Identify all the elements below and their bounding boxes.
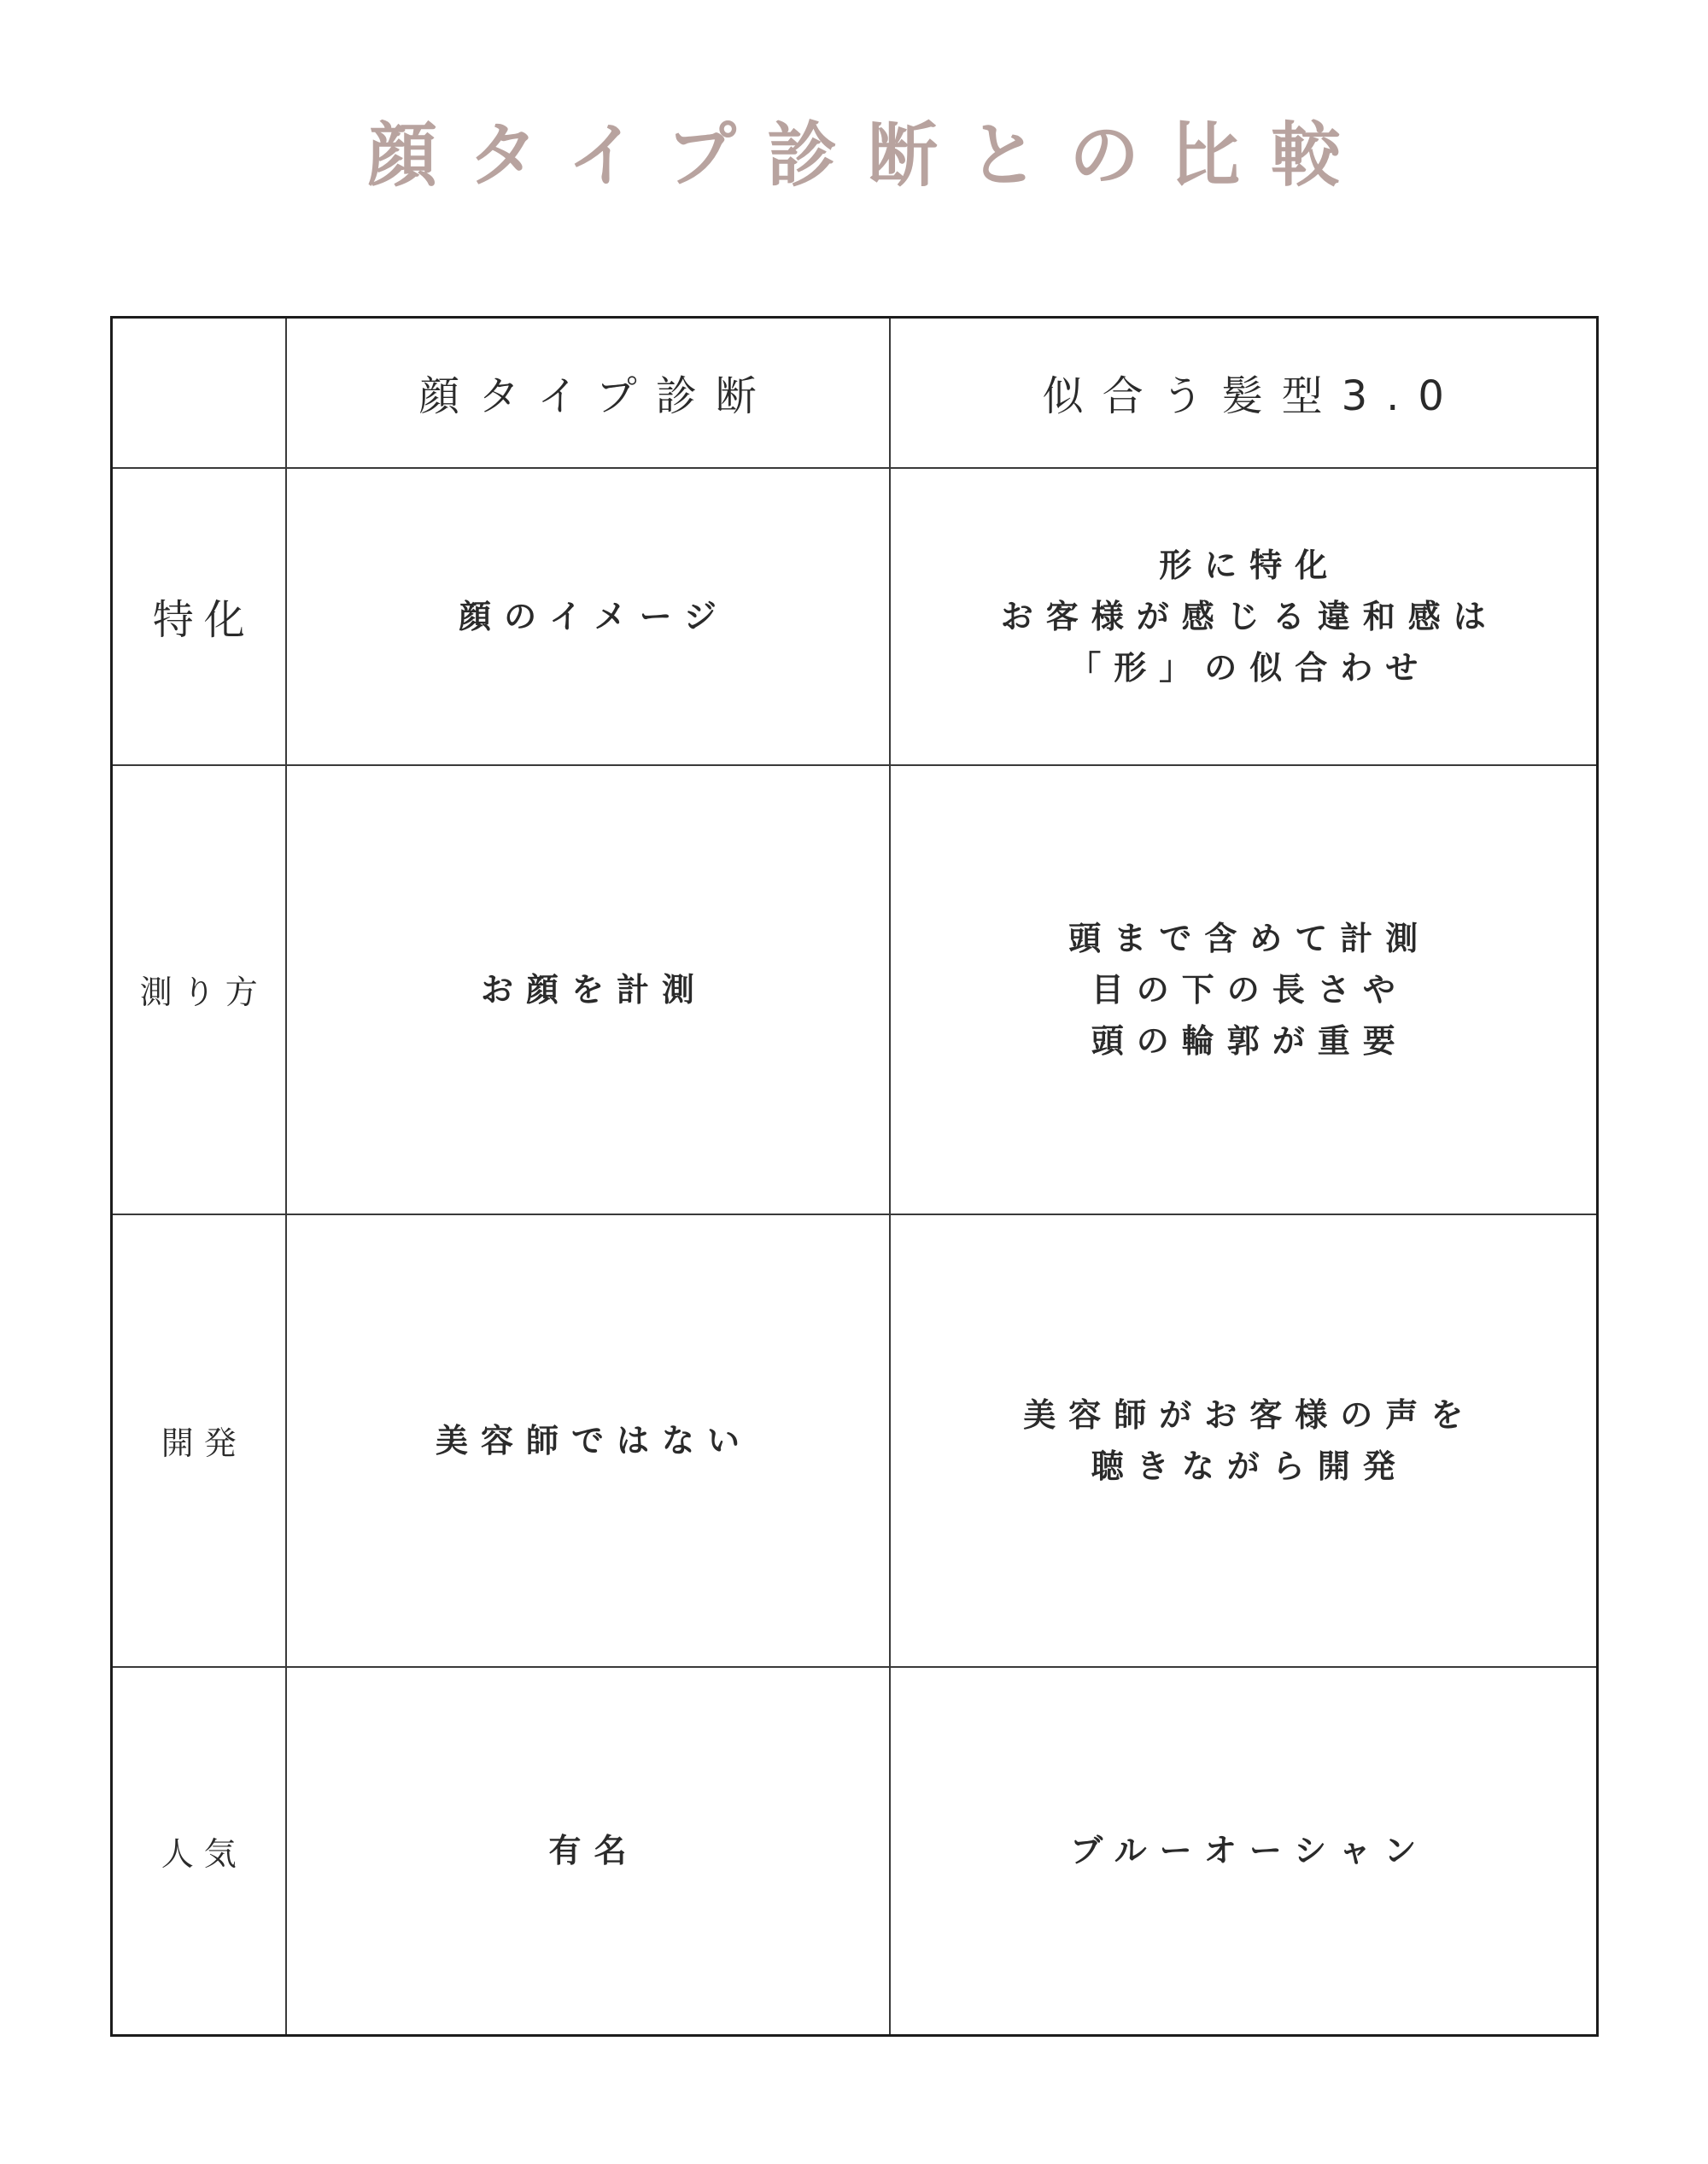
cell-text-line: 頭の輪郭が重要 xyxy=(1091,1021,1408,1060)
cell-specialization-face-type xyxy=(286,468,890,765)
row-label-specialization: 特化 xyxy=(112,468,286,765)
row-label-development: 開発 xyxy=(112,1214,286,1667)
cell-measurement-hairstyle xyxy=(890,765,1598,1214)
table-row xyxy=(112,1667,1598,2036)
cell-text-line: 美容師がお客様の声を xyxy=(1023,1395,1477,1434)
cell-specialization-hairstyle xyxy=(890,468,1598,765)
cell-text-line: お客様が感じる違和感は xyxy=(1000,597,1499,635)
row-label-popularity: 人気 xyxy=(112,1667,286,2036)
table-row xyxy=(112,765,1598,1214)
cell-development-hairstyle xyxy=(890,1214,1598,1667)
comparison-table xyxy=(110,316,1599,2037)
cell-text-line: 美容師ではない xyxy=(435,1421,752,1459)
cell-popularity-face-type xyxy=(286,1667,890,2036)
table-corner-cell xyxy=(112,318,286,468)
cell-text-line: 「形」の似合わせ xyxy=(1068,648,1431,687)
column-header-face-type: 顔タイプ診断 xyxy=(286,318,890,468)
cell-text-line: 頭まで含めて計測 xyxy=(1068,919,1431,957)
cell-text-line: 有名 xyxy=(548,1832,640,1870)
column-header-hairstyle: 似合う髪型3.0 xyxy=(890,318,1598,468)
table-header-row xyxy=(112,318,1598,468)
cell-text-line: 目の下の長さや xyxy=(1091,970,1408,1009)
page-title: 顔タイプ診断との比較 xyxy=(367,115,1372,196)
cell-text-line: お顔を計測 xyxy=(480,970,707,1009)
cell-text-line: 顔のイメージ xyxy=(459,597,729,635)
row-label-measurement: 測り方 xyxy=(112,765,286,1214)
cell-popularity-hairstyle xyxy=(890,1667,1598,2036)
cell-text-line: 形に特化 xyxy=(1159,546,1341,584)
table-row xyxy=(112,468,1598,765)
cell-text-line: ブルーオーシャン xyxy=(1070,1832,1430,1870)
cell-development-face-type xyxy=(286,1214,890,1667)
cell-text-line: 聴きながら開発 xyxy=(1091,1447,1408,1485)
table-row xyxy=(112,1214,1598,1667)
cell-measurement-face-type xyxy=(286,765,890,1214)
